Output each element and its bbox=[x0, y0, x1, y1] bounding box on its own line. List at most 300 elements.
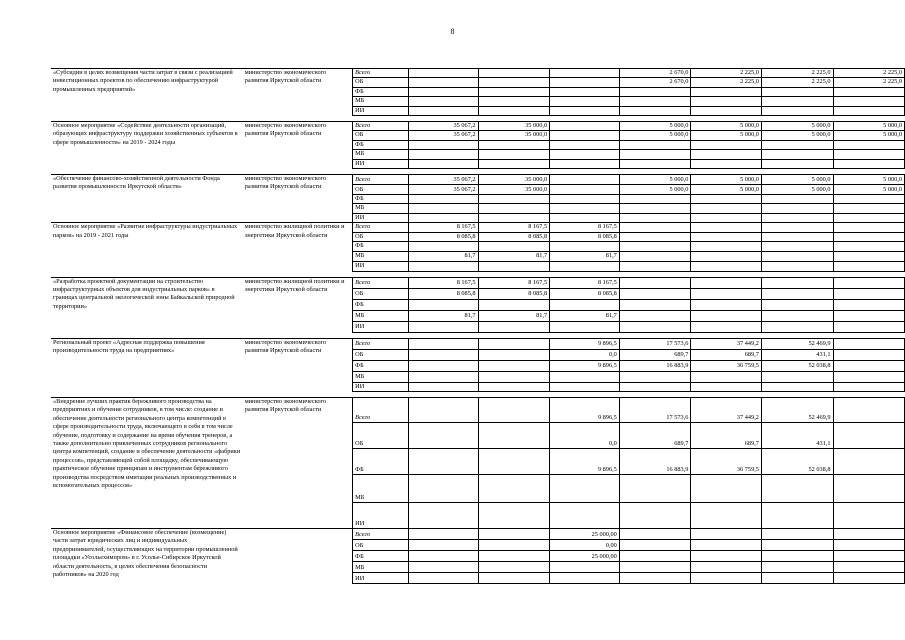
table-row bbox=[51, 175, 905, 185]
amount-cell bbox=[550, 213, 620, 222]
amount-cell bbox=[619, 195, 691, 204]
amount-cell bbox=[478, 204, 550, 213]
funding-source: Всего bbox=[353, 277, 409, 288]
amount-cell: 0,0 bbox=[550, 349, 620, 360]
amount-cell bbox=[550, 195, 620, 204]
amount-cell bbox=[691, 159, 762, 168]
amount-cell bbox=[833, 539, 905, 550]
amount-cell bbox=[550, 204, 620, 213]
amount-cell bbox=[550, 150, 620, 159]
measure-name: «Внедрение лучших практик бережливого производства на предприятиях и обучение сотрудников, в том числе: создание и обеспечение деятельности регионального центра компетенций в сфере производительности труда, включающего в себя в том числе обучение, подготовку и содержание на время обучения тренеров, а также дополнительно привлеченных сотрудников регионального центра компетенций, создание и обеспечение деятельности «фабрики процессов», представляющей собой площадку, обеспечивающую практическое обучение принципам и инструментам бережливого производства посредством имитации реальных производственных и вспомогательных процессов» bbox=[51, 397, 243, 528]
amount-cell: 8 085,8 bbox=[550, 288, 620, 299]
amount-cell bbox=[833, 242, 905, 251]
amount-cell: 35 067,2 bbox=[408, 185, 478, 195]
funding-source: МБ bbox=[353, 150, 409, 159]
executor-name: министерство экономического развития Иркутской области bbox=[243, 338, 353, 391]
amount-cell bbox=[619, 539, 691, 550]
funding-source: ОБ bbox=[353, 232, 409, 241]
funding-source: ФБ bbox=[353, 242, 409, 251]
amount-cell: 8 167,5 bbox=[408, 277, 478, 288]
amount-cell bbox=[478, 321, 550, 332]
amount-cell bbox=[550, 299, 620, 310]
amount-cell bbox=[833, 87, 905, 96]
amount-cell bbox=[691, 321, 762, 332]
funding-source: ИИ bbox=[353, 321, 409, 332]
amount-cell: 5 000,0 bbox=[691, 185, 762, 195]
amount-cell: 9 896,5 bbox=[550, 360, 620, 371]
amount-cell: 431,1 bbox=[761, 349, 833, 360]
amount-cell bbox=[761, 539, 833, 550]
amount-cell bbox=[691, 539, 762, 550]
amount-cell: 81,7 bbox=[478, 251, 550, 261]
amount-cell bbox=[833, 474, 905, 502]
funding-source: Всего bbox=[353, 528, 409, 539]
amount-cell bbox=[408, 261, 478, 271]
amount-cell bbox=[478, 78, 550, 87]
amount-cell bbox=[833, 561, 905, 572]
amount-cell bbox=[691, 97, 762, 106]
amount-cell bbox=[761, 204, 833, 213]
amount-cell bbox=[408, 422, 478, 448]
amount-cell: 36 759,5 bbox=[691, 360, 762, 371]
amount-cell: 2 225,0 bbox=[761, 78, 833, 87]
amount-cell bbox=[691, 140, 762, 149]
amount-cell bbox=[550, 78, 620, 87]
amount-cell: 2 225,0 bbox=[833, 78, 905, 87]
amount-cell bbox=[550, 140, 620, 149]
amount-cell: 8 167,5 bbox=[478, 277, 550, 288]
amount-cell bbox=[550, 382, 620, 391]
amount-cell bbox=[478, 69, 550, 78]
amount-cell bbox=[550, 159, 620, 168]
amount-cell bbox=[691, 223, 762, 232]
table-row bbox=[51, 69, 905, 78]
funding-source: ФБ bbox=[353, 140, 409, 149]
amount-cell bbox=[761, 106, 833, 115]
amount-cell bbox=[408, 371, 478, 382]
amount-cell bbox=[761, 277, 833, 288]
amount-cell bbox=[691, 299, 762, 310]
amount-cell bbox=[478, 97, 550, 106]
funding-source: ОБ bbox=[353, 422, 409, 448]
amount-cell: 5 000,0 bbox=[619, 131, 691, 140]
amount-cell bbox=[619, 261, 691, 271]
amount-cell bbox=[478, 382, 550, 391]
amount-cell: 8 085,8 bbox=[408, 232, 478, 241]
amount-cell: 17 573,6 bbox=[619, 397, 691, 422]
amount-cell bbox=[478, 371, 550, 382]
amount-cell bbox=[408, 69, 478, 78]
amount-cell bbox=[550, 122, 620, 131]
amount-cell bbox=[761, 572, 833, 583]
table-row bbox=[51, 397, 905, 422]
amount-cell: 5 000,0 bbox=[761, 185, 833, 195]
amount-cell bbox=[619, 288, 691, 299]
amount-cell: 5 000,0 bbox=[761, 122, 833, 131]
amount-cell bbox=[833, 261, 905, 271]
amount-cell bbox=[833, 106, 905, 115]
amount-cell: 5 000,0 bbox=[691, 175, 762, 185]
amount-cell bbox=[691, 310, 762, 321]
amount-cell bbox=[408, 321, 478, 332]
amount-cell: 16 883,9 bbox=[619, 360, 691, 371]
amount-cell: 8 167,5 bbox=[408, 223, 478, 232]
amount-cell bbox=[833, 213, 905, 222]
amount-cell: 17 573,6 bbox=[619, 338, 691, 349]
funding-source: Всего bbox=[353, 122, 409, 131]
amount-cell bbox=[761, 321, 833, 332]
funding-source: МБ bbox=[353, 204, 409, 213]
amount-cell bbox=[761, 261, 833, 271]
amount-cell bbox=[691, 288, 762, 299]
amount-cell bbox=[550, 371, 620, 382]
amount-cell bbox=[619, 310, 691, 321]
amount-cell bbox=[691, 87, 762, 96]
amount-cell bbox=[761, 232, 833, 241]
funding-source: ИИ bbox=[353, 106, 409, 115]
amount-cell bbox=[833, 528, 905, 539]
amount-cell bbox=[691, 561, 762, 572]
amount-cell bbox=[761, 159, 833, 168]
amount-cell bbox=[550, 185, 620, 195]
amount-cell bbox=[408, 550, 478, 561]
amount-cell bbox=[478, 397, 550, 422]
executor-name: министерство жилищной политики и энергетики Иркутской области bbox=[243, 223, 353, 271]
executor-name: министерство экономического развития Иркутской области bbox=[243, 397, 353, 528]
funding-source: ОБ bbox=[353, 185, 409, 195]
amount-cell bbox=[619, 213, 691, 222]
amount-cell bbox=[408, 242, 478, 251]
amount-cell: 52 038,8 bbox=[761, 360, 833, 371]
amount-cell bbox=[478, 349, 550, 360]
amount-cell bbox=[619, 159, 691, 168]
amount-cell bbox=[761, 474, 833, 502]
amount-cell: 35 067,2 bbox=[408, 122, 478, 131]
amount-cell: 5 000,0 bbox=[619, 122, 691, 131]
amount-cell bbox=[833, 159, 905, 168]
amount-cell bbox=[833, 371, 905, 382]
amount-cell bbox=[691, 382, 762, 391]
amount-cell bbox=[408, 474, 478, 502]
amount-cell: 2 225,0 bbox=[691, 78, 762, 87]
amount-cell bbox=[408, 299, 478, 310]
amount-cell bbox=[691, 106, 762, 115]
amount-cell: 689,7 bbox=[691, 422, 762, 448]
amount-cell bbox=[833, 360, 905, 371]
amount-cell bbox=[761, 310, 833, 321]
amount-cell bbox=[408, 159, 478, 168]
table-row bbox=[51, 223, 905, 232]
amount-cell bbox=[761, 528, 833, 539]
amount-cell bbox=[408, 349, 478, 360]
funding-source: Всего bbox=[353, 338, 409, 349]
funding-source: МБ bbox=[353, 371, 409, 382]
amount-cell bbox=[833, 550, 905, 561]
amount-cell bbox=[408, 397, 478, 422]
funding-source: ФБ bbox=[353, 448, 409, 474]
funding-source: ФБ bbox=[353, 87, 409, 96]
funding-source: ИИ bbox=[353, 261, 409, 271]
amount-cell: 16 883,9 bbox=[619, 448, 691, 474]
table-row bbox=[51, 528, 905, 539]
funding-source: Всего bbox=[353, 175, 409, 185]
amount-cell bbox=[761, 242, 833, 251]
amount-cell bbox=[619, 321, 691, 332]
amount-cell bbox=[550, 175, 620, 185]
amount-cell bbox=[761, 223, 833, 232]
amount-cell: 8 167,5 bbox=[478, 223, 550, 232]
amount-cell bbox=[761, 251, 833, 261]
amount-cell: 52 469,9 bbox=[761, 338, 833, 349]
amount-cell bbox=[833, 97, 905, 106]
amount-cell bbox=[408, 502, 478, 528]
amount-cell bbox=[478, 338, 550, 349]
amount-cell: 9 896,5 bbox=[550, 448, 620, 474]
amount-cell bbox=[478, 502, 550, 528]
funding-source: ОБ bbox=[353, 131, 409, 140]
amount-cell bbox=[408, 195, 478, 204]
amount-cell bbox=[550, 502, 620, 528]
table-row bbox=[51, 338, 905, 349]
amount-cell: 5 000,0 bbox=[691, 122, 762, 131]
amount-cell bbox=[761, 382, 833, 391]
amount-cell bbox=[691, 251, 762, 261]
amount-cell bbox=[619, 528, 691, 539]
amount-cell: 5 000,0 bbox=[761, 175, 833, 185]
amount-cell: 9 896,5 bbox=[550, 338, 620, 349]
amount-cell bbox=[478, 299, 550, 310]
amount-cell: 81,7 bbox=[550, 251, 620, 261]
amount-cell bbox=[761, 150, 833, 159]
amount-cell bbox=[691, 242, 762, 251]
amount-cell: 8 085,8 bbox=[478, 288, 550, 299]
amount-cell: 35 067,2 bbox=[408, 131, 478, 140]
amount-cell bbox=[478, 561, 550, 572]
measure-name: Основное мероприятие «Финансовое обеспечение (возмещение) части затрат юридических лиц и индивидуальных предпринимателей, осуществляющих на территории промышленной площадки «Усольехимпром» в г. Усолье-Сибирское Иркутской области деятельность, в целях обеспечения безопасности работников» на 2020 год bbox=[51, 528, 243, 583]
amount-cell bbox=[833, 232, 905, 241]
funding-source: Всего bbox=[353, 223, 409, 232]
amount-cell bbox=[833, 140, 905, 149]
amount-cell bbox=[619, 572, 691, 583]
amount-cell: 81,7 bbox=[478, 310, 550, 321]
amount-cell bbox=[408, 106, 478, 115]
amount-cell bbox=[478, 195, 550, 204]
funding-source: ФБ bbox=[353, 195, 409, 204]
amount-cell: 5 000,0 bbox=[833, 131, 905, 140]
funding-source: МБ bbox=[353, 310, 409, 321]
amount-cell: 35 000,0 bbox=[478, 131, 550, 140]
amount-cell: 35 000,0 bbox=[478, 122, 550, 131]
amount-cell bbox=[408, 528, 478, 539]
funding-source: ИИ bbox=[353, 572, 409, 583]
amount-cell bbox=[619, 150, 691, 159]
amount-cell bbox=[619, 299, 691, 310]
amount-cell bbox=[833, 382, 905, 391]
amount-cell: 35 000,0 bbox=[478, 185, 550, 195]
amount-cell bbox=[761, 213, 833, 222]
amount-cell bbox=[833, 310, 905, 321]
amount-cell bbox=[619, 204, 691, 213]
amount-cell bbox=[550, 261, 620, 271]
amount-cell bbox=[761, 288, 833, 299]
funding-source: Всего bbox=[353, 397, 409, 422]
measure-name: «Обеспечение финансово-хозяйственной деятельности Фонда развития промышленности Иркутской области» bbox=[51, 175, 243, 223]
table-row bbox=[51, 277, 905, 288]
amount-cell bbox=[619, 277, 691, 288]
amount-cell bbox=[761, 299, 833, 310]
amount-cell bbox=[408, 382, 478, 391]
amount-cell bbox=[619, 97, 691, 106]
amount-cell bbox=[761, 502, 833, 528]
amount-cell bbox=[761, 371, 833, 382]
amount-cell bbox=[408, 213, 478, 222]
amount-cell bbox=[619, 550, 691, 561]
amount-cell: 8 167,5 bbox=[550, 277, 620, 288]
amount-cell bbox=[691, 213, 762, 222]
amount-cell bbox=[478, 261, 550, 271]
amount-cell: 431,1 bbox=[761, 422, 833, 448]
measure-name: «Субсидии в целях возмещения части затрат в связи с реализацией инвестиционных проектов по обеспечению инфраструктурой промышленных предприятий» bbox=[51, 69, 243, 116]
amount-cell bbox=[478, 360, 550, 371]
amount-cell bbox=[550, 321, 620, 332]
amount-cell bbox=[408, 448, 478, 474]
amount-cell: 81,7 bbox=[408, 310, 478, 321]
amount-cell: 52 469,9 bbox=[761, 397, 833, 422]
amount-cell bbox=[833, 338, 905, 349]
amount-cell: 81,7 bbox=[408, 251, 478, 261]
amount-cell bbox=[619, 382, 691, 391]
amount-cell bbox=[550, 242, 620, 251]
funding-source: ОБ bbox=[353, 78, 409, 87]
amount-cell: 25 000,00 bbox=[550, 528, 620, 539]
amount-cell bbox=[833, 448, 905, 474]
amount-cell bbox=[408, 78, 478, 87]
funding-source: ИИ bbox=[353, 502, 409, 528]
amount-cell bbox=[691, 232, 762, 241]
executor-name: министерство жилищной политики и энергетики Иркутской области bbox=[243, 277, 353, 332]
amount-cell bbox=[619, 87, 691, 96]
amount-cell bbox=[691, 572, 762, 583]
amount-cell bbox=[408, 360, 478, 371]
funding-source: ИИ bbox=[353, 213, 409, 222]
amount-cell bbox=[833, 204, 905, 213]
amount-cell bbox=[691, 261, 762, 271]
amount-cell bbox=[691, 528, 762, 539]
amount-cell bbox=[619, 561, 691, 572]
amount-cell bbox=[833, 251, 905, 261]
amount-cell bbox=[408, 150, 478, 159]
amount-cell: 2 225,0 bbox=[691, 69, 762, 78]
amount-cell: 81,7 bbox=[550, 310, 620, 321]
measure-name: Региональный проект «Адресная поддержка повышения производительности труда на предприятиях» bbox=[51, 338, 243, 391]
executor-name: министерство экономического развития Иркутской области bbox=[243, 175, 353, 223]
amount-cell bbox=[761, 550, 833, 561]
funding-source: МБ bbox=[353, 97, 409, 106]
amount-cell bbox=[691, 150, 762, 159]
amount-cell bbox=[833, 349, 905, 360]
amount-cell bbox=[691, 474, 762, 502]
amount-cell bbox=[761, 140, 833, 149]
funding-source: МБ bbox=[353, 561, 409, 572]
amount-cell bbox=[761, 87, 833, 96]
amount-cell bbox=[478, 572, 550, 583]
amount-cell bbox=[408, 561, 478, 572]
amount-cell bbox=[619, 232, 691, 241]
measure-name: «Разработка проектной документации на строительство инфраструктурных объектов для индустриальных парков» в границах центральной экологической зоны Байкальской природной территории» bbox=[51, 277, 243, 332]
amount-cell bbox=[833, 277, 905, 288]
amount-cell: 8 085,8 bbox=[408, 288, 478, 299]
amount-cell bbox=[408, 140, 478, 149]
amount-cell: 8 085,8 bbox=[550, 232, 620, 241]
amount-cell bbox=[408, 97, 478, 106]
amount-cell: 689,7 bbox=[619, 422, 691, 448]
amount-cell bbox=[478, 150, 550, 159]
amount-cell: 0,00 bbox=[550, 539, 620, 550]
amount-cell: 5 000,0 bbox=[833, 175, 905, 185]
amount-cell bbox=[550, 106, 620, 115]
amount-cell: 2 670,0 bbox=[619, 78, 691, 87]
funding-source: ФБ bbox=[353, 360, 409, 371]
executor-name bbox=[243, 528, 353, 583]
amount-cell: 2 225,0 bbox=[761, 69, 833, 78]
amount-cell: 2 225,0 bbox=[833, 69, 905, 78]
amount-cell bbox=[550, 131, 620, 140]
amount-cell bbox=[550, 97, 620, 106]
amount-cell bbox=[478, 106, 550, 115]
amount-cell: 5 000,0 bbox=[619, 175, 691, 185]
amount-cell bbox=[761, 561, 833, 572]
funding-source: Всего bbox=[353, 69, 409, 78]
amount-cell: 5 000,0 bbox=[691, 131, 762, 140]
executor-name: министерство экономического развития Иркутской области bbox=[243, 69, 353, 116]
amount-cell bbox=[833, 150, 905, 159]
measure-name: Основное мероприятие «Развитие инфраструктуры индустриальных парков» на 2019 - 2021 годы bbox=[51, 223, 243, 271]
funding-source: МБ bbox=[353, 474, 409, 502]
amount-cell bbox=[619, 140, 691, 149]
amount-cell bbox=[691, 502, 762, 528]
amount-cell: 37 449,2 bbox=[691, 397, 762, 422]
funding-source: ОБ bbox=[353, 539, 409, 550]
amount-cell bbox=[619, 106, 691, 115]
amount-cell bbox=[619, 251, 691, 261]
amount-cell bbox=[478, 550, 550, 561]
funding-source: ФБ bbox=[353, 550, 409, 561]
amount-cell: 689,7 bbox=[619, 349, 691, 360]
amount-cell bbox=[691, 277, 762, 288]
amount-cell: 35 000,0 bbox=[478, 175, 550, 185]
funding-source: ОБ bbox=[353, 288, 409, 299]
amount-cell bbox=[478, 539, 550, 550]
amount-cell: 689,7 bbox=[691, 349, 762, 360]
budget-table bbox=[51, 68, 905, 584]
amount-cell bbox=[833, 397, 905, 422]
amount-cell: 8 085,8 bbox=[478, 232, 550, 241]
amount-cell bbox=[619, 474, 691, 502]
amount-cell: 0,0 bbox=[550, 422, 620, 448]
amount-cell: 36 759,5 bbox=[691, 448, 762, 474]
amount-cell: 5 000,0 bbox=[619, 185, 691, 195]
amount-cell: 5 000,0 bbox=[833, 185, 905, 195]
amount-cell bbox=[691, 204, 762, 213]
amount-cell bbox=[761, 195, 833, 204]
amount-cell bbox=[478, 242, 550, 251]
amount-cell bbox=[761, 97, 833, 106]
amount-cell bbox=[408, 572, 478, 583]
amount-cell: 52 038,8 bbox=[761, 448, 833, 474]
amount-cell: 25 000,00 bbox=[550, 550, 620, 561]
amount-cell bbox=[833, 299, 905, 310]
amount-cell: 5 000,0 bbox=[761, 131, 833, 140]
